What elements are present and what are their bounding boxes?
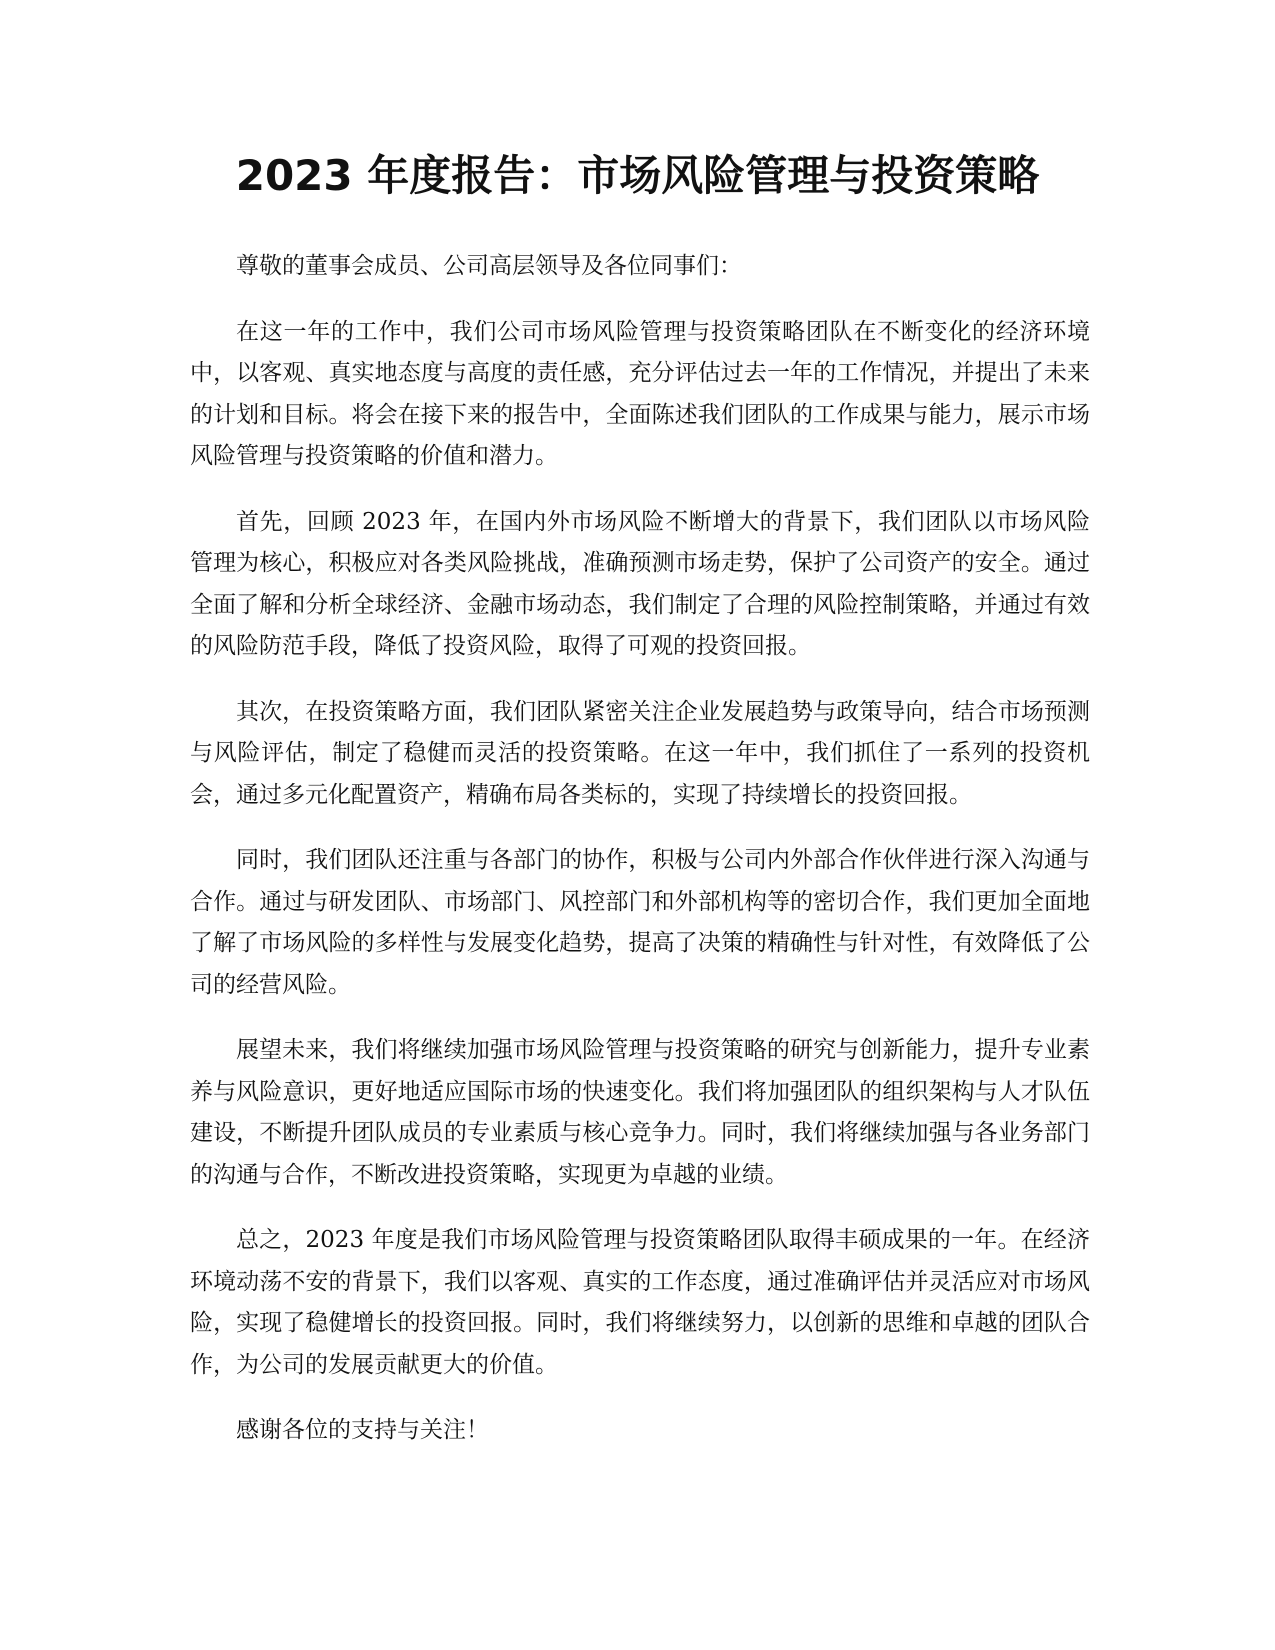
outlook-paragraph: 展望未来，我们将继续加强市场风险管理与投资策略的研究与创新能力，提升专业素养与风险意识，更好地适应国际市场的快速变化。我们将加强团队的组织架构与人才队伍建设，不断提升团队成员的专业素质与核心竞争力。同时，我们将继续加强与各业务部门的沟通与合作，不断改进投资策略，实现更为卓越的业绩。 [190,1037,1090,1188]
document-title: 2023 年度报告：市场风险管理与投资策略 [235,151,1040,200]
collaboration-paragraph: 同时，我们团队还注重与各部门的协作，积极与公司内外部合作伙伴进行深入沟通与合作。通过与研发团队、市场部门、风控部门和外部机构等的密切合作，我们更加全面地了解了市场风险的多样性与发展变化趋势，提高了决策的精确性与针对性，有效降低了公司的经营风险。 [190,847,1090,998]
intro-paragraph: 在这一年的工作中，我们公司市场风险管理与投资策略团队在不断变化的经济环境中，以客观、真实地态度与高度的责任感，充分评估过去一年的工作情况，并提出了未来的计划和目标。将会在接下来的报告中，全面陈述我们团队的工作成果与能力，展示市场风险管理与投资策略的价值和潜力。 [190,318,1090,469]
salutation-paragraph: 尊敬的董事会成员、公司高层领导及各位同事们： [236,253,742,279]
review-paragraph: 首先，回顾 2023 年，在国内外市场风险不断增大的背景下，我们团队以市场风险管理为核心，积极应对各类风险挑战，准确预测市场走势，保护了公司资产的安全。通过全面了解和分析全球经济、金融市场动态，我们制定了合理的风险控制策略，并通过有效的风险防范手段，降低了投资风险，取得了可观的投资回报。 [190,508,1090,659]
document-body [190,246,1090,1476]
strategy-paragraph: 其次，在投资策略方面，我们团队紧密关注企业发展趋势与政策导向，结合市场预测与风险评估，制定了稳健而灵活的投资策略。在这一年中，我们抓住了一系列的投资机会，通过多元化配置资产，精确布局各类标的，实现了持续增长的投资回报。 [190,698,1090,808]
summary-paragraph: 总之，2023 年度是我们市场风险管理与投资策略团队取得丰硕成果的一年。在经济环境动荡不安的背景下，我们以客观、真实的工作态度，通过准确评估并灵活应对市场风险，实现了稳健增长的投资回报。同时，我们将继续努力，以创新的思维和卓越的团队合作，为公司的发展贡献更大的价值。 [190,1227,1090,1378]
closing-paragraph: 感谢各位的支持与关注！ [236,1417,489,1443]
